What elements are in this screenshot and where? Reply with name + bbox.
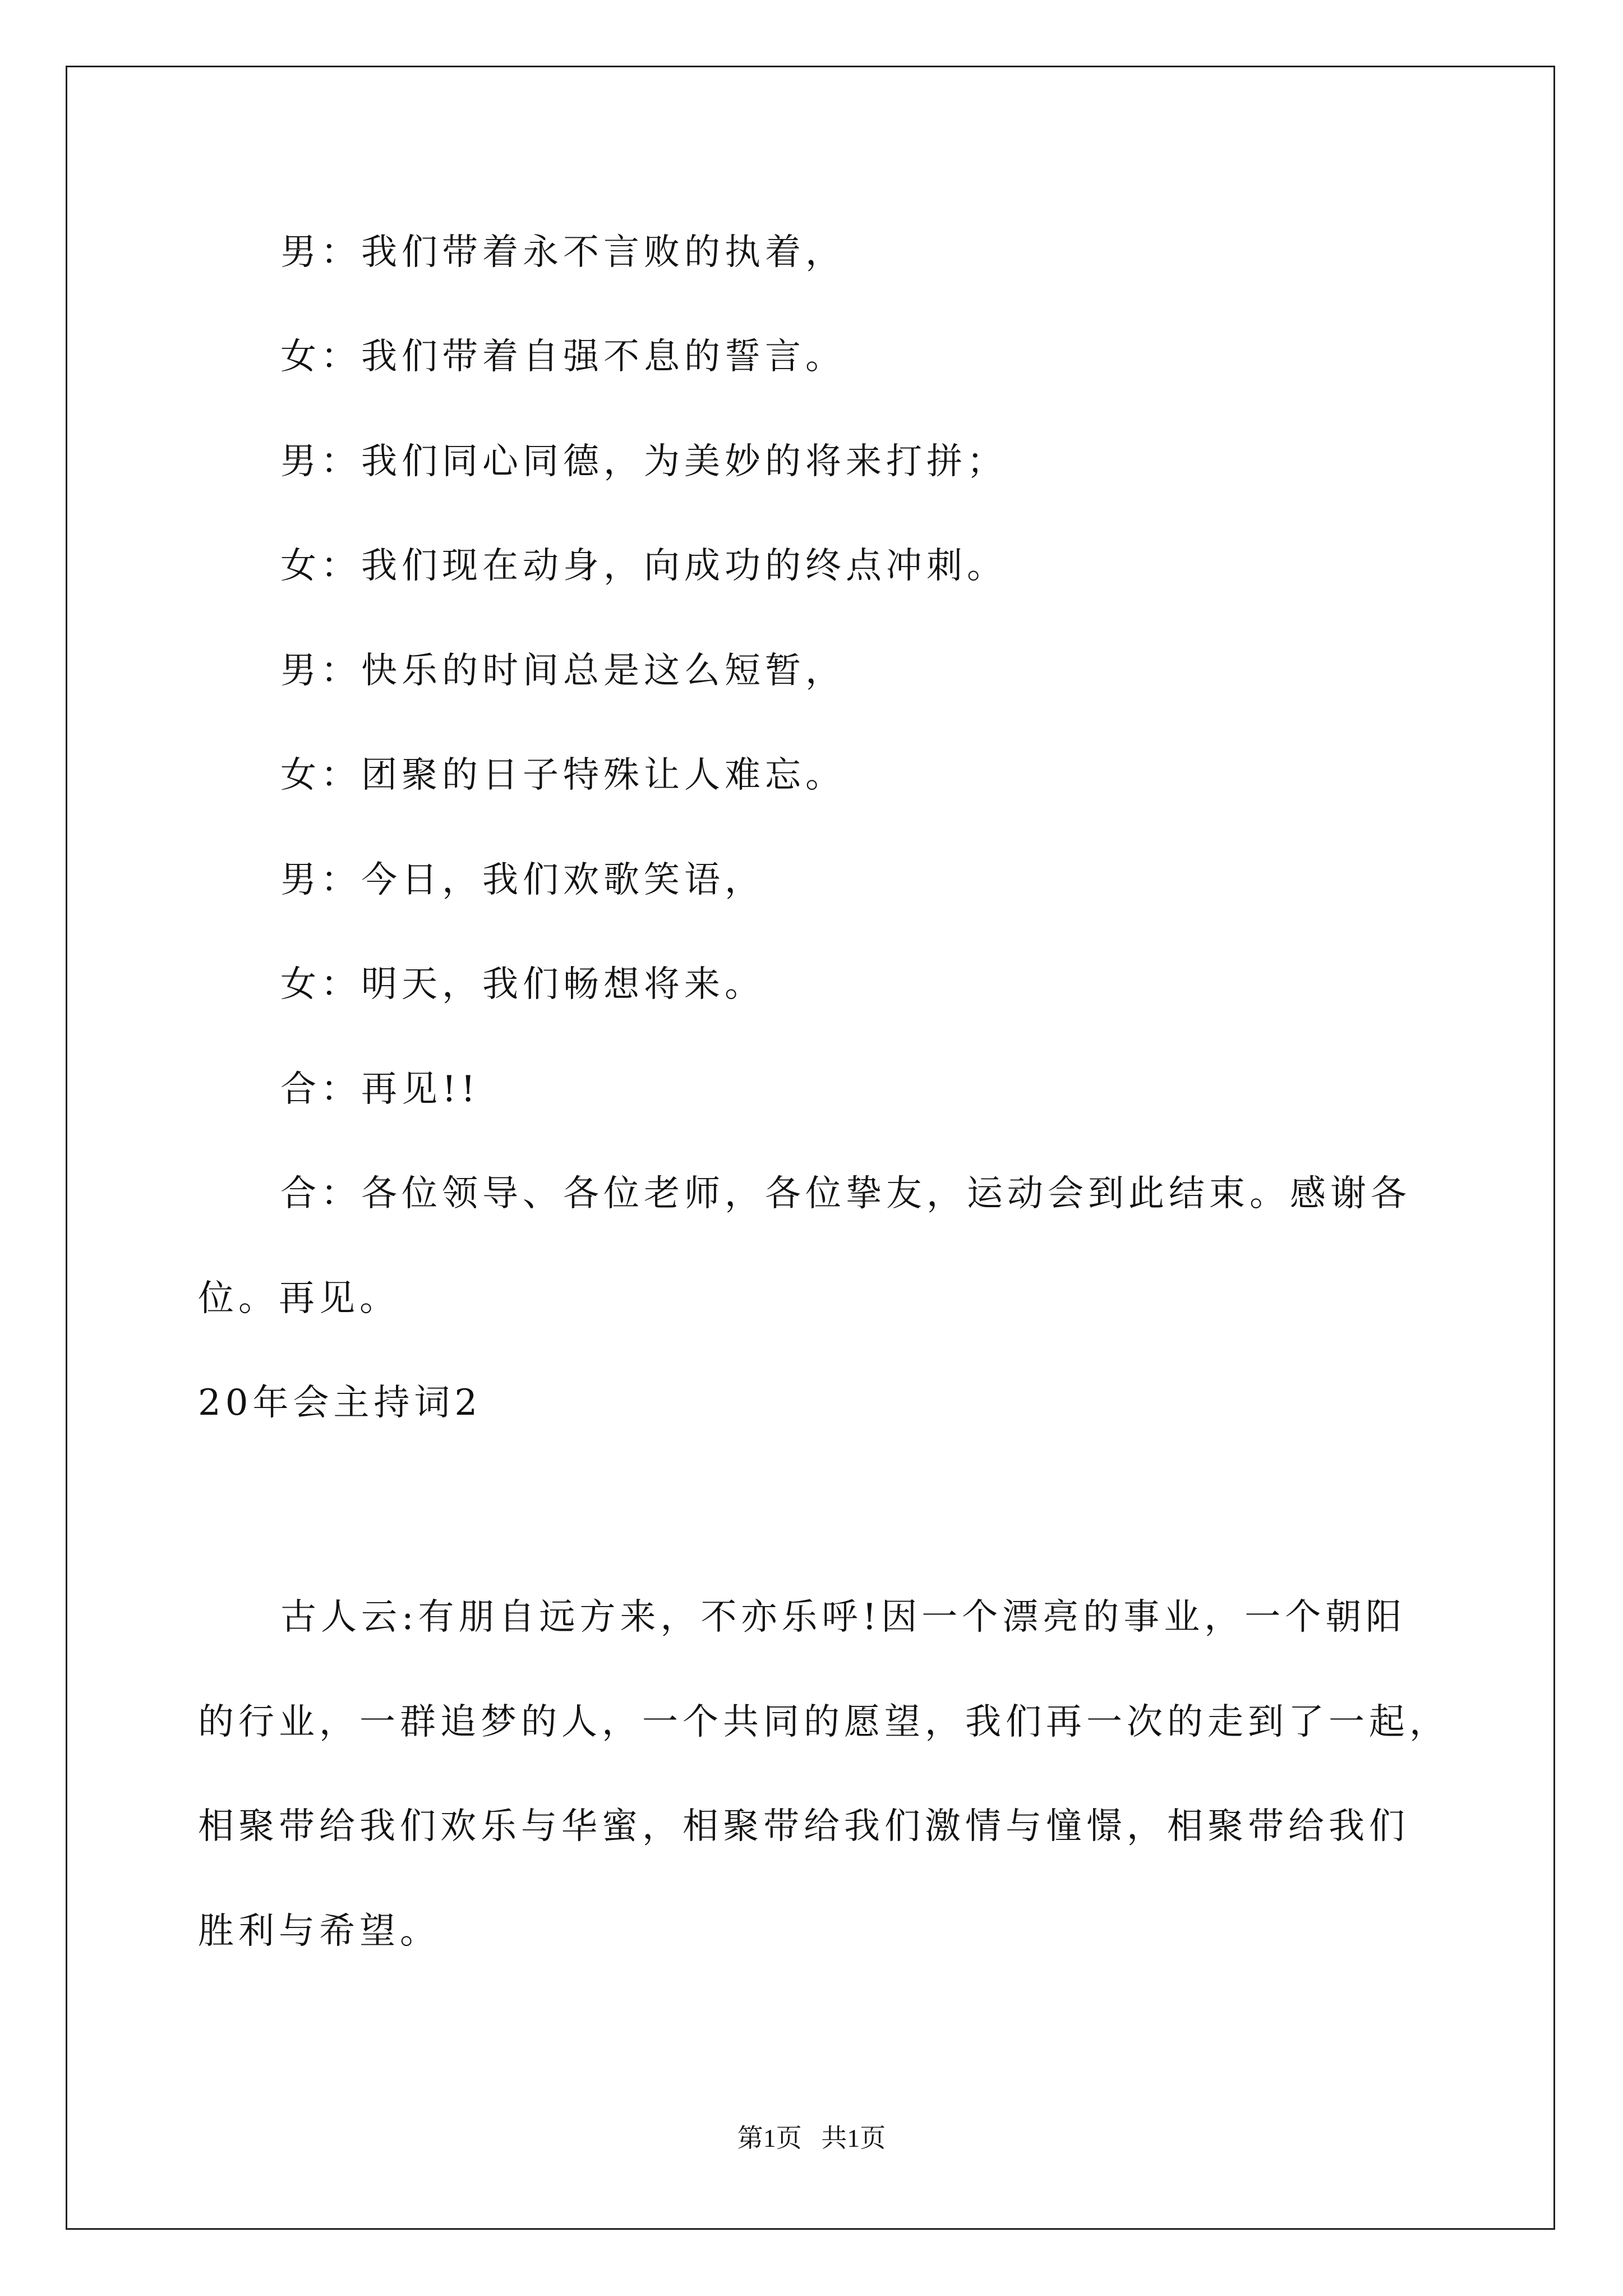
dialogue-line-8: 女：明天，我们畅想将来。 (280, 964, 765, 1005)
dialogue-line-11: 位。再见。 (198, 1278, 400, 1319)
paragraph-line-1: 古人云:有朋自远方来，不亦乐呼!因一个漂亮的事业，一个朝阳 (280, 1596, 1407, 1638)
dialogue-line-10: 合：各位领导、各位老师，各位挚友，运动会到此结束。感谢各 (280, 1173, 1411, 1214)
paragraph-line-2: 的行业，一群追梦的人，一个共同的愿望，我们再一次的走到了一起， (198, 1701, 1450, 1743)
dialogue-line-3: 男：我们同心同德，为美妙的将来打拼； (280, 441, 1007, 482)
dialogue-line-5: 男：快乐的时间总是这么短暂， (280, 650, 846, 692)
page-footer: 第1页 共1页 (737, 2124, 886, 2152)
dialogue-line-7: 男：今日，我们欢歌笑语， (280, 859, 765, 901)
dialogue-line-6: 女：团聚的日子特殊让人难忘。 (280, 754, 846, 796)
dialogue-line-4: 女：我们现在动身，向成功的终点冲刺。 (280, 545, 1007, 587)
dialogue-line-1: 男：我们带着永不言败的执着， (280, 232, 846, 273)
paragraph-line-3: 相聚带给我们欢乐与华蜜，相聚带给我们激情与憧憬，相聚带给我们 (198, 1806, 1409, 1847)
dialogue-line-2: 女：我们带着自强不息的誓言。 (280, 336, 846, 378)
section-heading: 20年会主持词2 (198, 1382, 482, 1424)
dialogue-line-9: 合：再见!! (280, 1069, 480, 1110)
page-border (66, 66, 1555, 2230)
paragraph-line-4: 胜利与希望。 (198, 1911, 440, 1952)
